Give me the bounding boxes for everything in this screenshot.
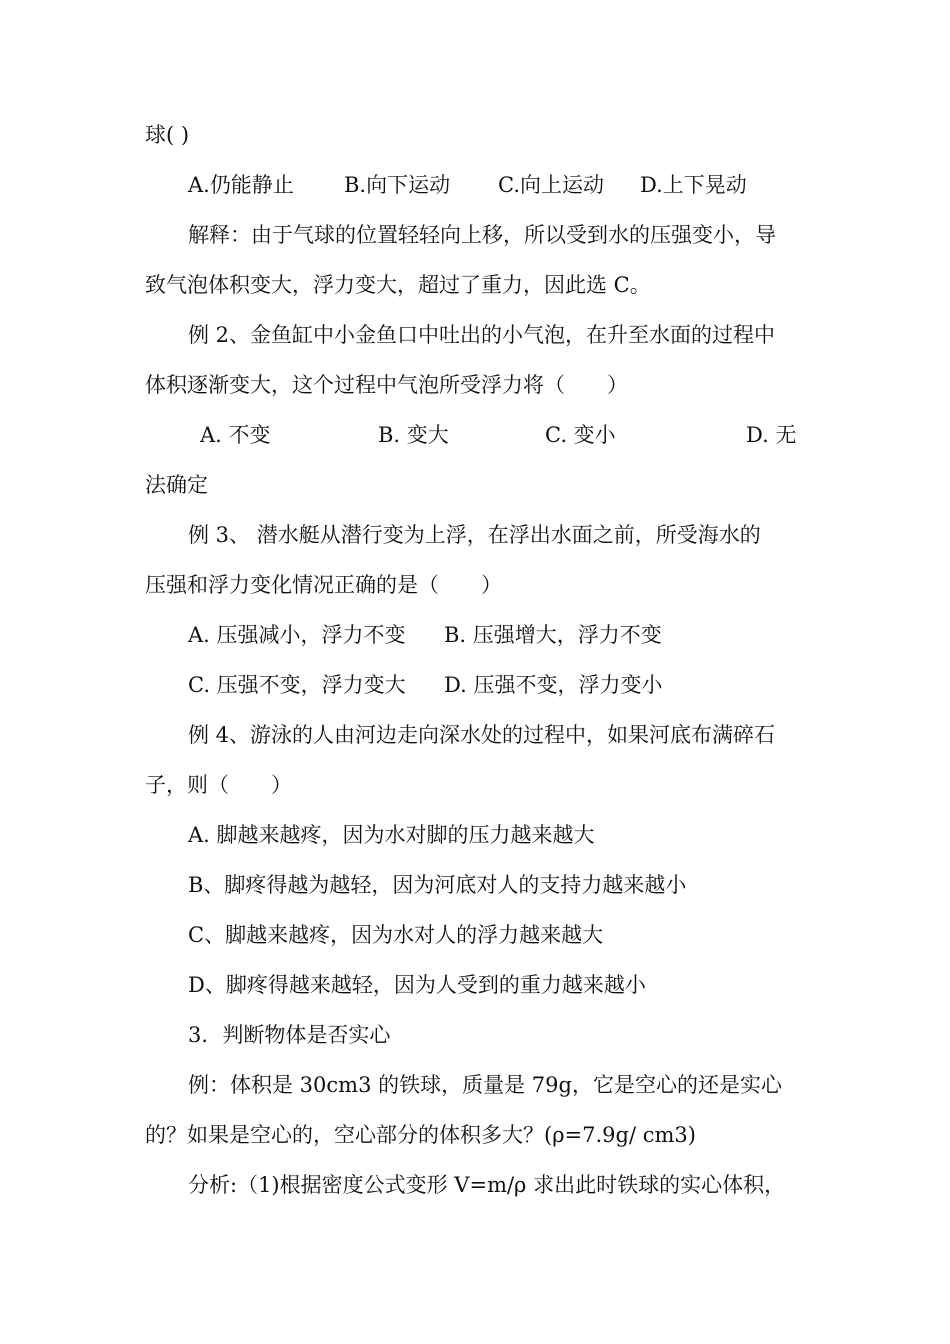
text-line: 球( ) — [145, 123, 190, 147]
option-d: D. 无 — [746, 423, 797, 447]
option-d: D.上下晃动 — [640, 173, 747, 197]
option-a: A. 脚越来越疼，因为水对脚的压力越来越大 — [188, 823, 595, 847]
options-row — [0, 618, 950, 652]
option-b: B. 压强增大，浮力不变 — [444, 623, 662, 647]
example-question: 例 2、金鱼缸中小金鱼口中吐出的小气泡，在升至水面的过程中 — [188, 323, 776, 347]
section-heading: 3．判断物体是否实心 — [188, 1023, 391, 1047]
explanation-line: 致气泡体积变大，浮力变大，超过了重力，因此选 C。 — [145, 273, 651, 297]
options-row — [0, 168, 950, 202]
example-question: 例：体积是 30cm3 的铁球，质量是 79g，它是空心的还是实心 — [188, 1073, 782, 1097]
example-question: 子，则（ ） — [145, 773, 292, 797]
example-question: 的？如果是空心的，空心部分的体积多大？(ρ=7.9g/ cm3) — [145, 1123, 696, 1147]
option-d: D、脚疼得越来越轻，因为人受到的重力越来越小 — [188, 973, 646, 997]
example-question: 例 3、 潜水艇从潜行变为上浮，在浮出水面之前，所受海水的 — [188, 523, 761, 547]
option-continuation: 法确定 — [145, 473, 208, 497]
options-row — [0, 418, 950, 452]
example-question: 体积逐渐变大，这个过程中气泡所受浮力将（ ） — [145, 373, 628, 397]
option-a: A. 不变 — [200, 423, 271, 447]
options-row — [0, 668, 950, 702]
option-d: D. 压强不变，浮力变小 — [444, 673, 663, 697]
option-c: C.向上运动 — [498, 173, 604, 197]
example-question: 压强和浮力变化情况正确的是（ ） — [145, 573, 502, 597]
analysis-line: 分析:（1)根据密度公式变形 V=m/ρ 求出此时铁球的实心体积， — [188, 1173, 786, 1197]
option-c: C. 压强不变，浮力变大 — [188, 673, 406, 697]
option-c: C、脚越来越疼，因为水对人的浮力越来越大 — [188, 923, 604, 947]
option-b: B.向下运动 — [344, 173, 451, 197]
option-c: C. 变小 — [545, 423, 616, 447]
option-a: A.仍能静止 — [188, 173, 294, 197]
option-a: A. 压强减小，浮力不变 — [188, 623, 406, 647]
option-b: B、脚疼得越为越轻，因为河底对人的支持力越来越小 — [188, 873, 687, 897]
explanation-line: 解释：由于气球的位置轻轻向上移，所以受到水的压强变小，导 — [188, 223, 776, 247]
example-question: 例 4、游泳的人由河边走向深水处的过程中，如果河底布满碎石 — [188, 723, 776, 747]
option-b: B. 变大 — [378, 423, 449, 447]
